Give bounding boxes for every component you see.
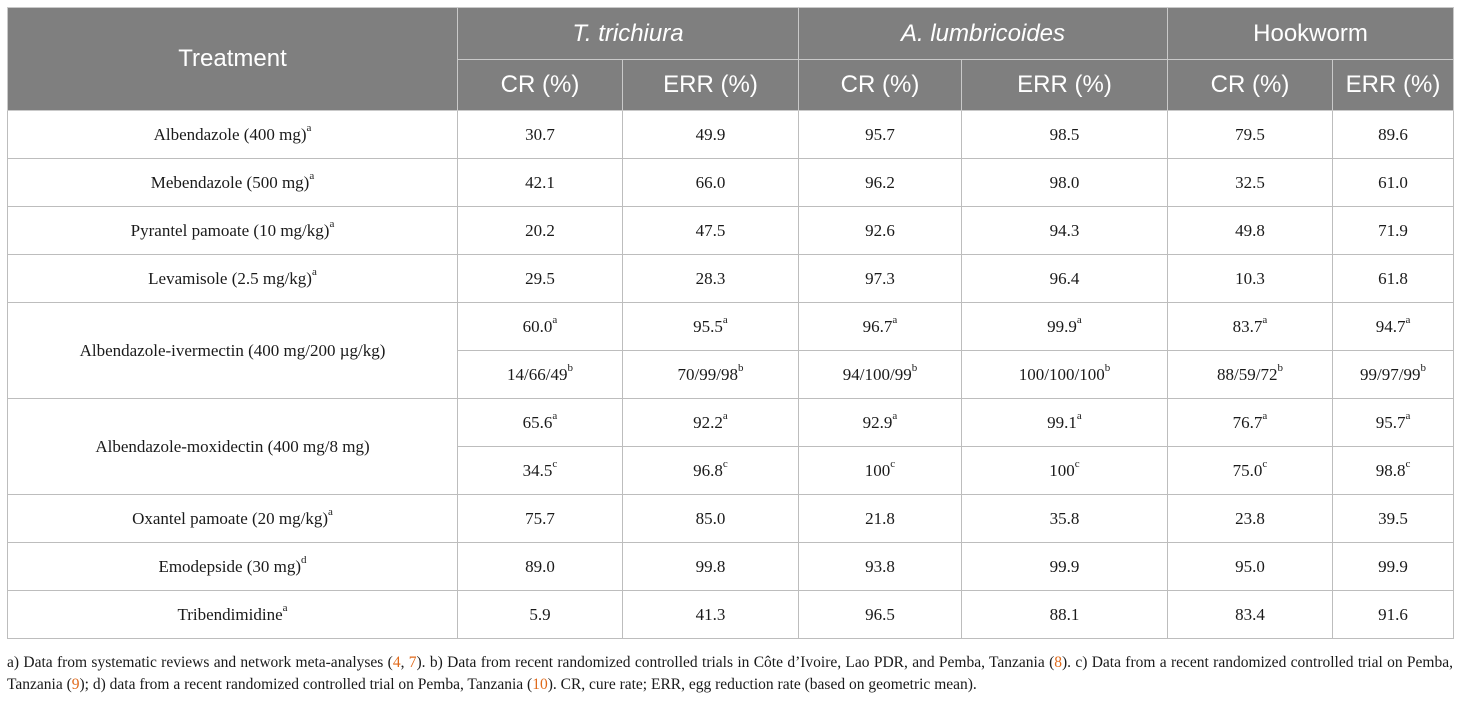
value-cell: 39.5: [1333, 495, 1454, 543]
value-cell: 83.7$^a$: [1168, 303, 1333, 351]
reference-link[interactable]: 9: [71, 676, 80, 693]
value-cell: 30.7: [458, 111, 623, 159]
group-header-lumbricoides: A. lumbricoides: [799, 8, 1168, 60]
value-cell: 88.1: [962, 591, 1168, 639]
value-cell: 79.5: [1168, 111, 1333, 159]
value-cell: 95.0: [1168, 543, 1333, 591]
value-cell: 96.8$^c$: [623, 447, 799, 495]
treatment-header: Treatment: [8, 8, 458, 111]
table-row: [8, 543, 1454, 591]
value-cell: 89.0: [458, 543, 623, 591]
value-cell: 75.7: [458, 495, 623, 543]
value-cell: 92.9$^a$: [799, 399, 962, 447]
treatment-cell: Albendazole (400 mg)$^a$: [8, 111, 458, 159]
treatment-cell: Mebendazole (500 mg)$^a$: [8, 159, 458, 207]
value-cell: 100$^c$: [799, 447, 962, 495]
value-cell: 96.7$^a$: [799, 303, 962, 351]
value-cell: 95.5$^a$: [623, 303, 799, 351]
group-header-hookworm: Hookworm: [1168, 8, 1454, 60]
value-cell: 99.9$^a$: [962, 303, 1168, 351]
value-cell: 35.8: [962, 495, 1168, 543]
value-cell: 75.0$^c$: [1168, 447, 1333, 495]
value-cell: 70/99/98$^b$: [623, 351, 799, 399]
value-cell: 100$^c$: [962, 447, 1168, 495]
value-cell: 49.9: [623, 111, 799, 159]
value-cell: 96.5: [799, 591, 962, 639]
reference-link[interactable]: 4: [392, 654, 401, 671]
value-cell: 65.6$^a$: [458, 399, 623, 447]
value-cell: 85.0: [623, 495, 799, 543]
value-cell: 88/59/72$^b$: [1168, 351, 1333, 399]
value-cell: 95.7$^a$: [1333, 399, 1454, 447]
sub-header: CR (%): [799, 60, 962, 111]
sub-header: CR (%): [458, 60, 623, 111]
value-cell: 61.8: [1333, 255, 1454, 303]
table-row: [8, 303, 1454, 351]
value-cell: 49.8: [1168, 207, 1333, 255]
table-row: [8, 495, 1454, 543]
value-cell: 34.5$^c$: [458, 447, 623, 495]
value-cell: 99.8: [623, 543, 799, 591]
value-cell: 32.5: [1168, 159, 1333, 207]
value-cell: 23.8: [1168, 495, 1333, 543]
value-cell: 99.9: [962, 543, 1168, 591]
table-row: [8, 255, 1454, 303]
value-cell: 66.0: [623, 159, 799, 207]
value-cell: 92.2$^a$: [623, 399, 799, 447]
value-cell: 60.0$^a$: [458, 303, 623, 351]
value-cell: 95.7: [799, 111, 962, 159]
reference-link[interactable]: 10: [532, 676, 548, 693]
value-cell: 99.9: [1333, 543, 1454, 591]
treatment-cell: Albendazole-moxidectin (400 mg/8 mg): [8, 399, 458, 495]
value-cell: 28.3: [623, 255, 799, 303]
value-cell: 89.6: [1333, 111, 1454, 159]
value-cell: 99.1$^a$: [962, 399, 1168, 447]
value-cell: 100/100/100$^b$: [962, 351, 1168, 399]
group-header-trichiura: T. trichiura: [458, 8, 799, 60]
value-cell: 21.8: [799, 495, 962, 543]
treatment-cell: Oxantel pamoate (20 mg/kg)$^a$: [8, 495, 458, 543]
table-container: [7, 7, 1453, 639]
table-footnote: a) Data from systematic reviews and network meta-analyses (4, 7). b) Data from recent randomized controlled trials in Côte d’Ivoire, Lao PDR, and Pemba, Tanzania (8). c) Data from a recent randomized controlled trial on Pemba, Tanzania (9); d) data from a recent randomized controlled trial on Pemba, Tanzania (10). CR, cure rate; ERR, egg reduction rate (based on geometric mean).: [7, 654, 1453, 693]
reference-link[interactable]: 7: [408, 654, 417, 671]
sub-header: ERR (%): [623, 60, 799, 111]
treatment-cell: Tribendimidine$^a$: [8, 591, 458, 639]
table-row: [8, 399, 1454, 447]
value-cell: 20.2: [458, 207, 623, 255]
value-cell: 94.7$^a$: [1333, 303, 1454, 351]
value-cell: 14/66/49$^b$: [458, 351, 623, 399]
treatment-cell: Levamisole (2.5 mg/kg)$^a$: [8, 255, 458, 303]
value-cell: 83.4: [1168, 591, 1333, 639]
efficacy-table: [7, 7, 1454, 639]
reference-link[interactable]: 8: [1054, 654, 1062, 671]
table-row: [8, 111, 1454, 159]
sub-header: CR (%): [1168, 60, 1333, 111]
table-row: [8, 591, 1454, 639]
value-cell: 96.2: [799, 159, 962, 207]
table-row: [8, 159, 1454, 207]
value-cell: 96.4: [962, 255, 1168, 303]
value-cell: 98.5: [962, 111, 1168, 159]
value-cell: 92.6: [799, 207, 962, 255]
value-cell: 42.1: [458, 159, 623, 207]
value-cell: 5.9: [458, 591, 623, 639]
treatment-cell: Pyrantel pamoate (10 mg/kg)$^a$: [8, 207, 458, 255]
value-cell: 71.9: [1333, 207, 1454, 255]
treatment-cell: Albendazole-ivermectin (400 mg/200 µg/kg): [8, 303, 458, 399]
sub-header: ERR (%): [1333, 60, 1454, 111]
value-cell: 99/97/99$^b$: [1333, 351, 1454, 399]
value-cell: 94.3: [962, 207, 1168, 255]
treatment-cell: Emodepside (30 mg)$^d$: [8, 543, 458, 591]
value-cell: 97.3: [799, 255, 962, 303]
value-cell: 91.6: [1333, 591, 1454, 639]
value-cell: 94/100/99$^b$: [799, 351, 962, 399]
value-cell: 41.3: [623, 591, 799, 639]
value-cell: 61.0: [1333, 159, 1454, 207]
table-row: [8, 207, 1454, 255]
value-cell: 93.8: [799, 543, 962, 591]
value-cell: 98.8$^c$: [1333, 447, 1454, 495]
value-cell: 47.5: [623, 207, 799, 255]
value-cell: 98.0: [962, 159, 1168, 207]
value-cell: 10.3: [1168, 255, 1333, 303]
value-cell: 29.5: [458, 255, 623, 303]
value-cell: 76.7$^a$: [1168, 399, 1333, 447]
sub-header: ERR (%): [962, 60, 1168, 111]
